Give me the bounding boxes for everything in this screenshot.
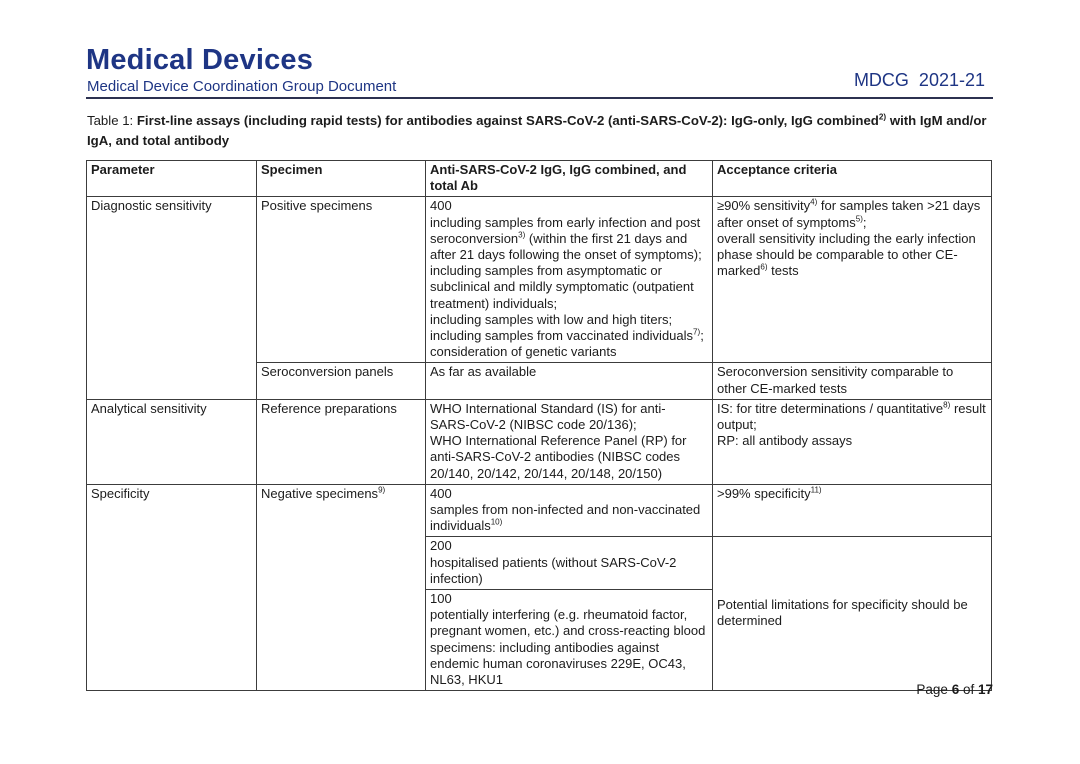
cell-acceptance: Potential limitations for specificity should be determined <box>713 537 992 691</box>
column-header: Specimen <box>257 161 426 197</box>
column-header: Acceptance criteria <box>713 161 992 197</box>
cell-parameter: Diagnostic sensitivity <box>87 197 257 399</box>
cell-requirement: WHO International Standard (IS) for anti- SARS-CoV-2 (NIBSC code 20/136); WHO International Reference Panel (RP) for anti-SARS-CoV-2 antibodies (NIBSC codes 20/140, 20/142, 20/144, 20/148, 20/150) <box>426 399 713 484</box>
column-header: Anti-SARS-CoV-2 IgG, IgG combined, and total Ab <box>426 161 713 197</box>
cell-specimen: Negative specimens$^{9)}$ <box>257 484 426 690</box>
cell-specimen: Seroconversion panels <box>257 363 426 399</box>
cell-requirement: 200 hospitalised patients (without SARS-CoV-2 infection) <box>426 537 713 590</box>
header-divider <box>86 97 993 99</box>
cell-requirement: 400 including samples from early infection and post seroconversion$^{3)}$ (within the first 21 days and after 21 days following the onset of symptoms); including samples from asymptomatic or subclinical and mildly symptomatic (outpatient treatment) individuals; including samples with low and high titers; including samples from vaccinated individuals$^{7)}$; consideration of genetic variants <box>426 197 713 363</box>
table-row <box>87 484 992 537</box>
cell-acceptance: ≥90% sensitivity$^{4)}$ for samples taken >21 days after onset of symptoms$^{5)}$; overall sensitivity including the early infection phase should be comparable to other CE-marked$^{6)}$ tests <box>713 197 992 363</box>
cell-parameter: Analytical sensitivity <box>87 399 257 484</box>
assay-table <box>86 160 992 691</box>
document-title: Medical Devices <box>86 44 314 76</box>
cell-parameter: Specificity <box>87 484 257 690</box>
cell-specimen: Reference preparations <box>257 399 426 484</box>
column-header: Parameter <box>87 161 257 197</box>
document-number: MDCG 2021-21 <box>853 70 985 90</box>
cell-acceptance: >99% specificity$^{11)}$ <box>713 484 992 537</box>
table-caption: Table 1: First-line assays (including rapid tests) for antibodies against SARS-CoV-2 (anti-SARS-CoV-2): IgG-only, IgG combined$^{2)}$ with IgM and/or IgA, and total antibody <box>87 112 987 148</box>
table-row <box>87 197 992 363</box>
cell-requirement: 100 potentially interfering (e.g. rheumatoid factor, pregnant women, etc.) and cross-reacting blood specimens: including antibodies against endemic human coronaviruses 229E, OC43, NL63, HKU1 <box>426 590 713 691</box>
cell-acceptance: IS: for titre determinations / quantitative$^{8)}$ result output; RP: all antibody assays <box>713 399 992 484</box>
page-number: Page 6 of 17 <box>916 682 993 697</box>
table-row <box>87 399 992 484</box>
cell-acceptance: Seroconversion sensitivity comparable to other CE-marked tests <box>713 363 992 399</box>
cell-specimen: Positive specimens <box>257 197 426 363</box>
cell-requirement: 400 samples from non-infected and non-vaccinated individuals$^{10)}$ <box>426 484 713 537</box>
cell-requirement: As far as available <box>426 363 713 399</box>
document-subtitle: Medical Device Coordination Group Document <box>87 78 397 95</box>
table-header-row <box>87 161 992 197</box>
